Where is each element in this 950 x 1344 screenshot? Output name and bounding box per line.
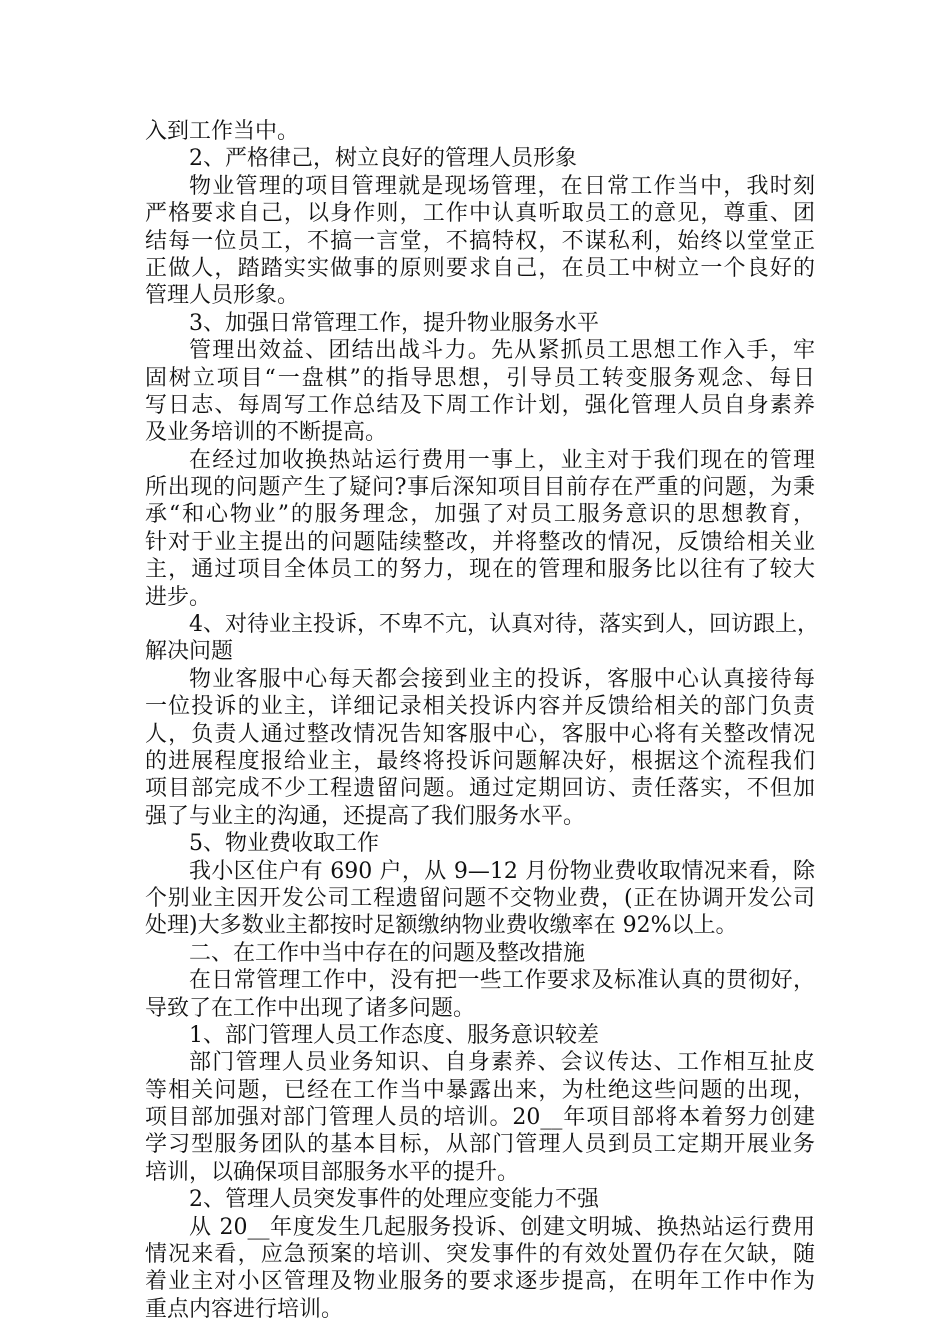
text-line: 正做人，踏踏实实做事的原则要求自己，在员工中树立一个良好的 [145,255,815,281]
text-line: 部门管理人员业务知识、自身素养、会议传达、工作相互扯皮 [189,1050,815,1076]
document-body [145,118,819,1323]
text-line: 学习型服务团队的基本目标，从部门管理人员到员工定期开展业务 [145,1132,815,1158]
text-line: 我小区住户有 690 户，从 9—12 月份物业费收取情况来看，除 [189,858,815,884]
text-line: 管理出效益、团结出战斗力。先从紧抓员工思想工作入手，牢 [189,338,815,364]
text-line: 固树立项目“一盘棋”的指导思想，引导员工转变服务观念、每日 [145,365,815,391]
text-line: 强了与业主的沟通，还提高了我们服务水平。 [145,803,586,829]
text-line: 从 20__年度发生几起服务投诉、创建文明城、换热站运行费用 [189,1214,815,1240]
text-line: 物业管理的项目管理就是现场管理，在日常工作当中，我时刻 [189,173,815,199]
text-line: 人，负责人通过整改情况告知客服中心，客服中心将有关整改情况 [145,721,815,747]
text-line: 入到工作当中。 [145,119,300,144]
text-line: 所出现的问题产生了疑问?事后深知项目目前存在严重的问题，为秉 [145,475,815,501]
text-line: 一位投诉的业主，详细记录相关投诉内容并反馈给相关的部门负责 [145,694,815,720]
text-line: 着业主对小区管理及物业服务的要求逐步提高，在明年工作中作为 [145,1269,815,1295]
text-line: 4、对待业主投诉，不卑不亢，认真对待，落实到人，回访跟上， [189,612,819,638]
text-line: 管理人员形象。 [145,283,300,309]
text-line: 2、管理人员突发事件的处理应变能力不强 [189,1187,599,1213]
text-line: 项目部加强对部门管理人员的培训。20__年项目部将本着努力创建 [145,1105,815,1131]
text-line: 处理)大多数业主都按时足额缴纳物业费收缴率在 92%以上。 [145,913,738,939]
text-line: 等相关问题，已经在工作当中暴露出来，为杜绝这些问题的出现， [145,1077,815,1103]
text-line: 5、物业费收取工作 [189,831,379,857]
text-line: 解决问题 [145,639,234,665]
text-line: 个别业主因开发公司工程遗留问题不交物业费，(正在协调开发公司 [145,885,815,911]
text-line: 主，通过项目全体员工的努力，现在的管理和服务比以往有了较大 [145,557,815,583]
text-line: 严格要求自己，以身作则，工作中认真听取员工的意见，尊重、团 [145,201,815,227]
text-line: 重点内容进行培训。 [145,1296,344,1322]
text-line: 培训，以确保项目部服务水平的提升。 [145,1159,520,1185]
text-line: 物业客服中心每天都会接到业主的投诉，客服中心认真接待每 [189,666,815,692]
text-line: 项目部完成不少工程遗留问题。通过定期回访、责任落实，不但加 [145,776,815,802]
text-line: 3、加强日常管理工作，提升物业服务水平 [189,310,599,336]
text-line: 导致了在工作中出现了诸多问题。 [145,995,476,1021]
text-line: 及业务培训的不断提高。 [145,420,388,446]
text-line: 在经过加收换热站运行费用一事上，业主对于我们现在的管理 [189,447,815,473]
text-line: 2、严格律己，树立良好的管理人员形象 [189,146,577,172]
text-line: 结每一位员工，不搞一言堂，不搞特权，不谋私利，始终以堂堂正 [145,228,815,254]
text-line: 二、在工作中当中存在的问题及整改措施 [189,940,586,966]
text-line: 的进展程度报给业主，最终将投诉问题解决好，根据这个流程我们 [145,748,815,774]
text-line: 在日常管理工作中，没有把一些工作要求及标准认真的贯彻好， [189,968,815,994]
text-line: 针对于业主提出的问题陆续整改，并将整改的情况，反馈给相关业 [145,529,815,555]
text-line: 情况来看，应急预案的培训、突发事件的有效处置仍存在欠缺，随 [145,1242,815,1268]
text-line: 写日志、每周写工作总结及下周工作计划，强化管理人员自身素养 [145,392,815,418]
text-line: 进步。 [145,584,212,610]
text-line: 承“和心物业”的服务理念，加强了对员工服务意识的思想教育， [145,502,815,528]
text-line: 1、部门管理人员工作态度、服务意识较差 [189,1022,599,1048]
